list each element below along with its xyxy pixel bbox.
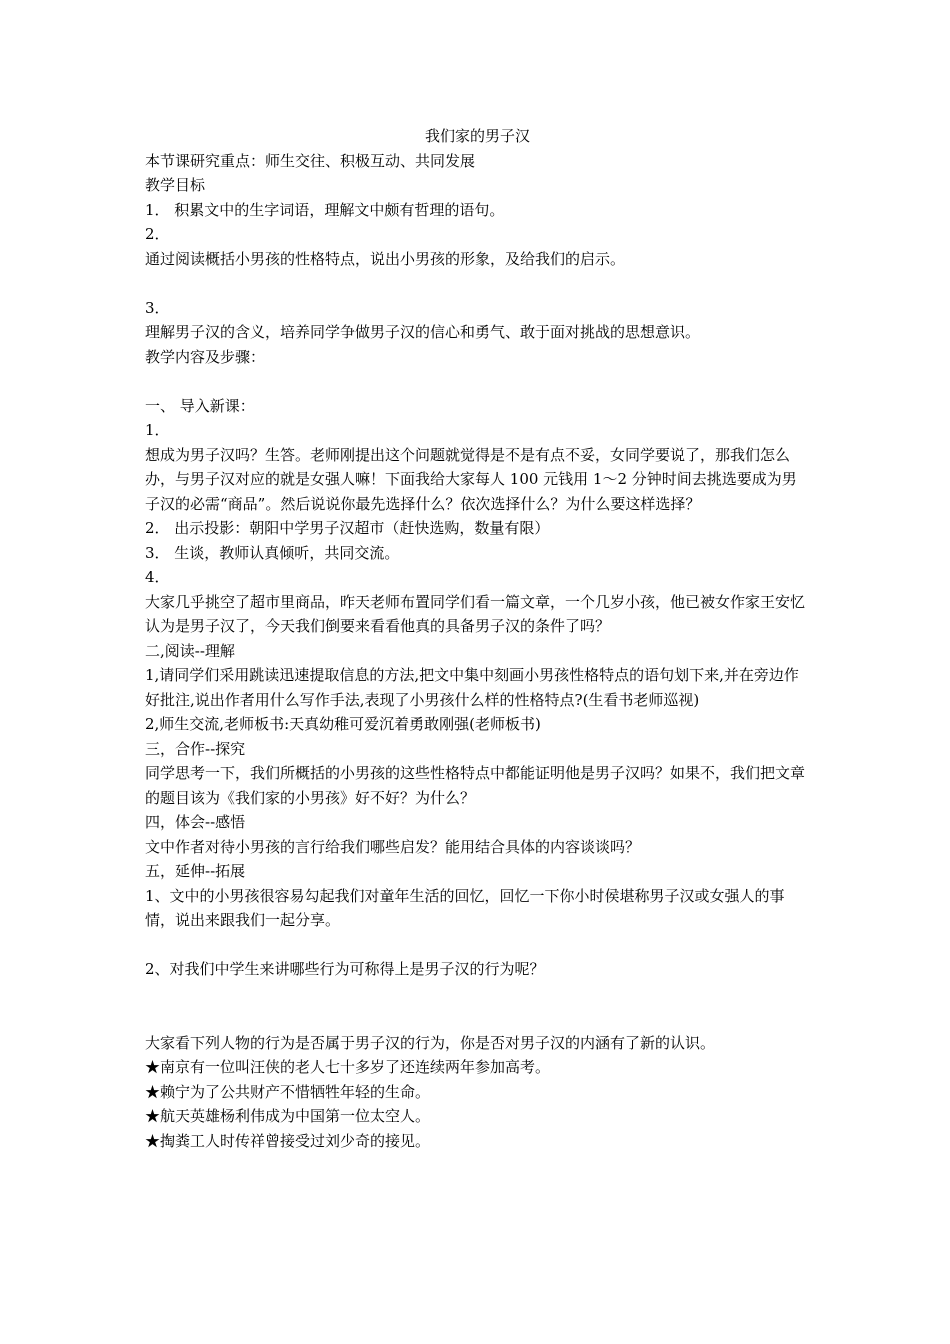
section-2-heading: 二,阅读--理解 [145, 641, 235, 660]
section-1-heading: 一、 导入新课： [145, 396, 255, 415]
example-4: ★掏粪工人时传祥曾接受过刘少奇的接见。 [145, 1131, 431, 1150]
section-4-text: 文中作者对待小男孩的言行给我们哪些启发？能用结合具体的内容谈谈吗？ [145, 837, 641, 856]
goals-heading: 教学目标 [145, 176, 206, 194]
spacer [145, 271, 810, 296]
example-1: ★南京有一位叫汪侠的老人七十多岁了还连续两年参加高考。 [145, 1058, 551, 1076]
example-2: ★赖宁为了公共财产不惜牺牲年轻的生命。 [145, 1082, 431, 1101]
examples-intro: 大家看下列人物的行为是否属于男子汉的行为，你是否对男子汉的内涵有了新的认识。 [145, 1033, 716, 1052]
goal-2: 通过阅读概括小男孩的性格特点，说出小男孩的形象，及给我们的启示。 [145, 249, 626, 268]
goal-3-number: 3． [145, 298, 170, 317]
section-5-item-2: 2、对我们中学生来讲哪些行为可称得上是男子汉的行为呢？ [145, 960, 545, 978]
section-1-item-2: 2． 出示投影：朝阳中学男子汉超市（赶快选购，数量有限） [145, 519, 550, 537]
spacer [145, 933, 810, 958]
lesson-focus: 本节课研究重点：师生交往、积极互动、共同发展 [145, 151, 476, 170]
steps-heading: 教学内容及步骤： [145, 347, 266, 366]
section-1-item-3: 3． 生谈，教师认真倾听，共同交流。 [145, 543, 400, 562]
section-2-item-2: 2,师生交流,老师板书:天真幼稚可爱沉着勇敢刚强(老师板书) [145, 715, 541, 733]
spacer [145, 982, 810, 1031]
goal-2-number: 2． [145, 225, 170, 243]
goal-3: 理解男子汉的含义，培养同学争做男子汉的信心和勇气、敢于面对挑战的思想意识。 [145, 323, 701, 341]
section-5-item-1: 1、文中的小男孩很容易勾起我们对童年生活的回忆，回忆一下你小时侯堪称男子汉或女强人的事情，说出来跟我们一起分享。 [145, 886, 785, 929]
goal-1: 1． 积累文中的生字词语，理解文中颇有哲理的语句。 [145, 200, 505, 219]
section-1-item-1: 想成为男子汉吗？生答。老师刚提出这个问题就觉得是不是有点不妥，女同学要说了，那我们怎么办，与男子汉对应的就是女强人嘛！下面我给大家每人 100 元钱用 1～2 分钟时间去挑选要成为男子汉的必需“商品”。然后说说你最先选择什么？依次选择什么？为什么要这样选择？ [145, 445, 797, 513]
section-4-heading: 四，体会--感悟 [145, 813, 246, 831]
spacer [145, 369, 810, 394]
document-title: 我们家的男子汉 [424, 127, 530, 145]
section-3-heading: 三，合作--探究 [145, 739, 246, 758]
example-3: ★航天英雄杨利伟成为中国第一位太空人。 [145, 1107, 431, 1125]
section-5-heading: 五，延伸--拓展 [145, 862, 246, 880]
document-page [145, 124, 810, 1153]
section-2-item-1: 1,请同学们采用跳读迅速提取信息的方法,把文中集中刻画小男孩性格特点的语句划下来,并在旁边作好批注,说出作者用什么写作手法,表现了小男孩什么样的性格特点?(生看书老师巡视) [145, 666, 799, 709]
section-1-item-1-number: 1． [145, 421, 170, 439]
section-1-item-4: 大家几乎挑空了超市里商品，昨天老师布置同学们看一篇文章，一个几岁小孩，他已被女作家王安忆认为是男子汉了，今天我们倒要来看看他真的具备男子汉的条件了吗？ [145, 592, 806, 635]
section-3-text: 同学思考一下，我们所概括的小男孩的这些性格特点中都能证明他是男子汉吗？如果不，我们把文章的题目该为《我们家的小男孩》好不好？为什么？ [145, 764, 806, 807]
section-1-item-4-number: 4． [145, 568, 170, 586]
